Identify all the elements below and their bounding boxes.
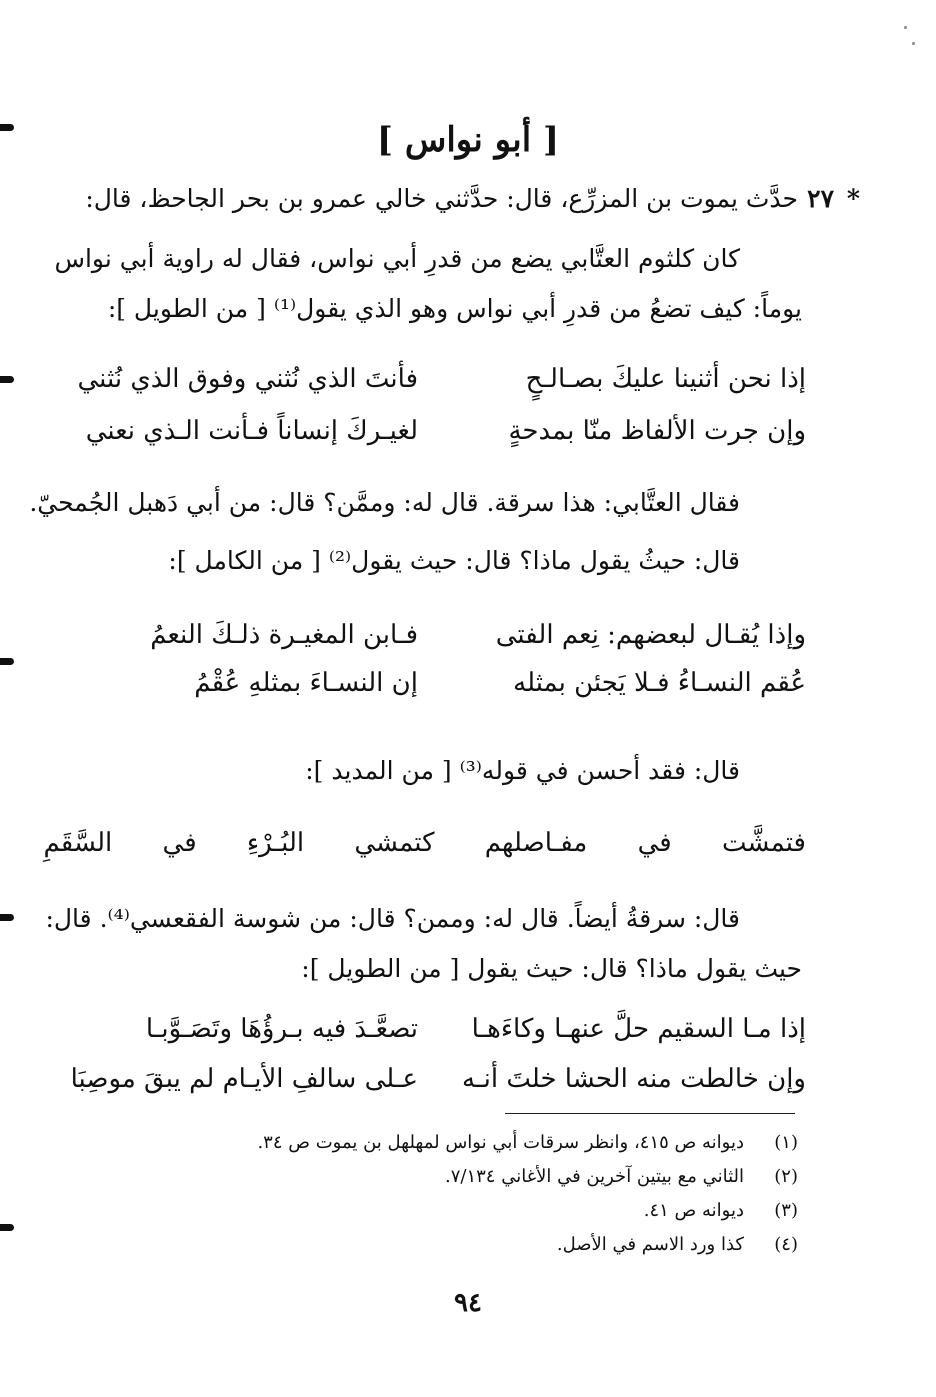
footnote-divider (505, 1113, 795, 1114)
verse-hemistich-left: تصعَّـدَ فيه بـرؤُهَا وتَصَـوَّبـا (145, 1014, 418, 1044)
verse-hemistich-left: لغيـركَ إنساناً فـأنت الـذي نعني (85, 416, 418, 446)
verse-hemistich-left: إن النسـاءَ بمثلهِ عُقْمُ (194, 668, 418, 698)
footnote-number: (٤) (774, 1234, 798, 1255)
footnote-text: ديوانه ص ٤١٥، وانظر سرقات أبي نواس لمهلهل بن يموت ص ٣٤. (257, 1132, 744, 1153)
footnote-text: الثاني مع بيتين آخرين في الأغاني ٧/١٣٤. (444, 1166, 744, 1187)
scan-speck (904, 26, 907, 29)
footnote-text: ديوانه ص ٤١. (643, 1200, 744, 1221)
verse-hemistich-right: وإذا يُقـال لبعضهم: نِعم الفتى (495, 620, 806, 650)
paragraph-line: يوماً: كيف تضعُ من قدرِ أبي نواس وهو الذي يقول⁽¹⁾ [ من الطويل ]: (107, 294, 802, 323)
binding-mark (0, 658, 14, 665)
section-title: [ أبو نواس ] (376, 120, 560, 160)
verse-hemistich-right: عُقم النسـاءُ فـلا يَجئن بمثله (513, 668, 806, 698)
paragraph-line: قال: سرقةُ أيضاً. قال له: وممن؟ قال: من شوسة الفقعسي⁽⁴⁾. قال: (45, 904, 740, 933)
paragraph-line: فقال العتَّابي: هذا سرقة. قال له: وممَّن؟ قال: من أبي دَهبل الجُمحيّ. (29, 488, 740, 517)
paragraph-line: حيث يقول ماذا؟ قال: حيث يقول [ من الطويل ]: (301, 954, 802, 983)
paragraph-line: كان كلثوم العتَّابي يضع من قدرِ أبي نواس، فقال له راوية أبي نواس (54, 244, 740, 273)
binding-mark (0, 376, 14, 383)
verse-hemistich-right: وإن جرت الألفاظ منّا بمدحةٍ (508, 416, 806, 446)
binding-mark (0, 914, 14, 921)
paragraph-line: حدَّث يموت بن المزرِّع، قال: حدَّثني خالي عمرو بن بحر الجاحظ، قال: (85, 184, 798, 213)
footnote-text: كذا ورد الاسم في الأصل. (556, 1234, 744, 1255)
verse-hemistich-right: إذا نحن أثنينا عليكَ بصـالـحٍ (525, 364, 806, 394)
verse-hemistich-right: إذا مـا السقيم حلَّ عنهـا وكاءَهـا (471, 1014, 806, 1044)
binding-mark (0, 1224, 14, 1231)
footnote-number: (٢) (774, 1166, 798, 1187)
entry-star: * (846, 184, 860, 213)
paragraph-line: قال: فقد أحسن في قوله⁽³⁾ [ من المديد ]: (305, 756, 740, 785)
scan-speck (912, 42, 915, 45)
page-number: ٩٤ (454, 1288, 482, 1318)
footnote-number: (١) (774, 1132, 798, 1153)
paragraph-line: قال: حيثُ يقول ماذا؟ قال: حيث يقول⁽²⁾ [ من الكامل ]: (168, 546, 740, 575)
verse-hemistich-right: وإن خالطت منه الحشا خلتَ أنـه (462, 1064, 806, 1094)
verse-hemistich-left: عـلى سالفِ الأيـام لم يبقَ موصِبَا (70, 1064, 418, 1094)
verse-hemistich-left: فـابن المغيـرة ذلـكَ النعمُ (150, 620, 418, 650)
entry-number: ٢٧ (807, 184, 834, 213)
verse-line: فتمشَّت في مفـاصلهم كتمشي البُـرْءِ في السَّقَمِ (43, 828, 806, 858)
footnote-number: (٣) (774, 1200, 798, 1221)
verse-hemistich-left: فأنتَ الذي نُثني وفوق الذي نُثني (77, 364, 418, 394)
